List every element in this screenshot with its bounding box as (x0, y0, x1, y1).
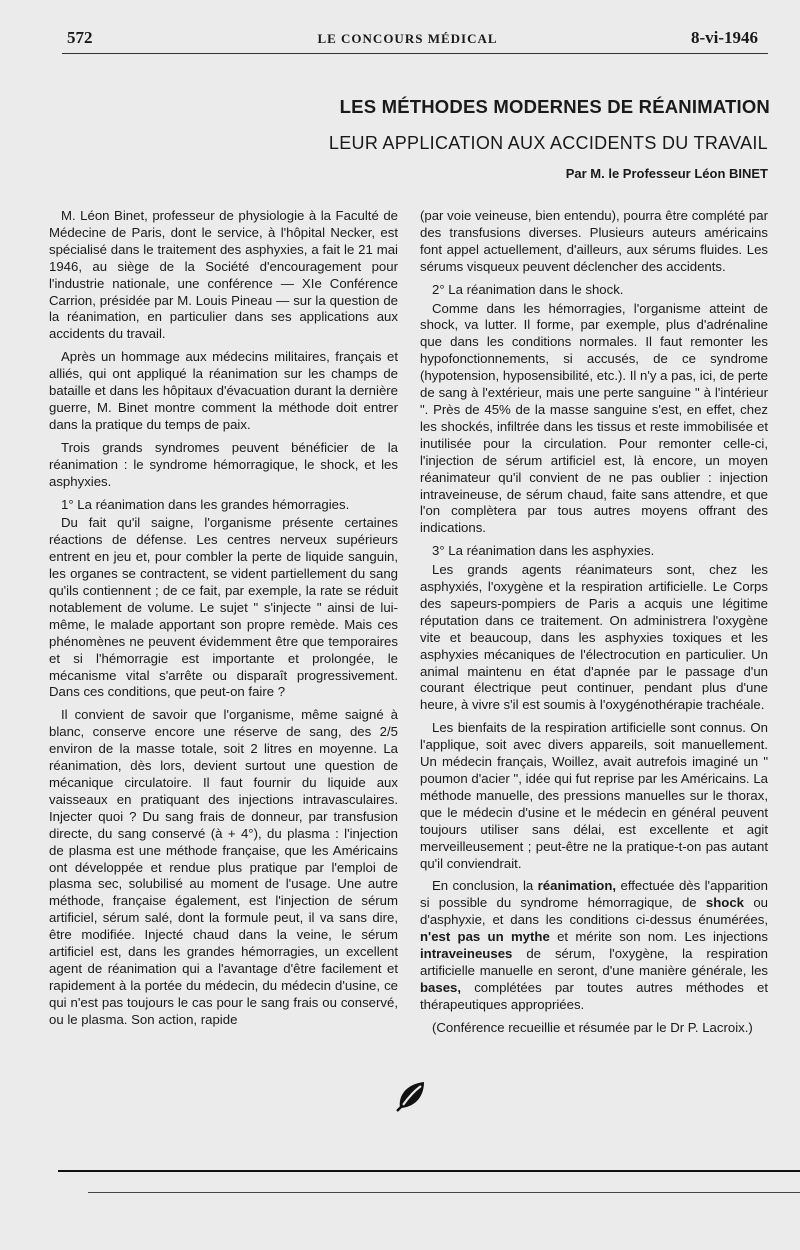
section-heading: 3° La réanimation dans les asphyxies. (432, 543, 655, 559)
footer-rule-thin (88, 1192, 800, 1193)
left-column (49, 208, 398, 1035)
footer-rule (58, 1170, 800, 1172)
paragraph: Il convient de savoir que l'organisme, même saigné à blanc, conserve encore une réserve de sang, des 2/5 environ de la masse totale, soit 2 litres en moyenne. La réanimation, dès lors, devient surtout une question de mécanique circulatoire. Il faut fournir du liquide aux vaisseaux en pratiquant des injections intravasculaires. Injecter quoi ? Du sang frais de donneur, par transfusion directe, du sang conservé (à + 4°), du plasma : l'injection de plasma est une méthode française, que les Américains ont développée et rendue plus pratique par l'emploi de plasma sec, solubilisé au moment de l'usage. Une autre méthode, française également, est l'injection de sérum artificiel, sérum salé, dont la formule peut, il va sans dire, être modifiée. Injecté chaud dans la veine, le sérum artificiel est, dans les grandes hémorragies, un excellent agent de réanimation qui a l'avantage d'être facilement et rapidement à la portée du médecin, du médecin d'usine, ce qui n'est pas toujours le cas pour le sang frais ou conservé, ou le plasma. Son action, rapide (49, 707, 398, 1027)
section-heading: 2° La réanimation dans le shock. (432, 281, 624, 297)
right-column (420, 208, 768, 1043)
emphasis: réanimation, (537, 878, 617, 894)
paragraph: M. Léon Binet, professeur de physiologie à la Faculté de Médecine de Paris, dont le service, à l'hôpital Necker, est spécialisé dans le traitement des asphyxies, a fait le 21 mai 1946, au siège de la Société d'encouragement pour l'industrie nationale, une conférence — XIe Conférence Carrion, présidée par M. Louis Pineau — sur la question de la réanimation, en particulier dans ses applications aux accidents du travail. (49, 208, 398, 342)
article-byline: Par M. le Professeur Léon BINET (565, 166, 768, 181)
section-heading: 1° La réanimation dans les grandes hémorragies. (61, 496, 350, 512)
header-rule (62, 53, 768, 54)
emphasis: n'est pas un mythe (420, 929, 550, 945)
paragraph: Du fait qu'il saigne, l'organisme présente certaines réactions de défense. Les centres nerveux supérieurs entrent en jeu et, pour combler la perte de liquide sanguin, les organes se contractent, se vident partiellement du sang qu'ils contiennent ; de ce fait, par exemple, la rate se réduit notablement de volume. Le sujet " s'injecte " ainsi de lui-même, le malade apportant son propre remède. Mais ces phénomènes ne peuvent évidemment être que temporaires et si l'hémorragie est importante et prolongée, le mécanisme vital s'arrête ou disparaît progressivement. Dans ces conditions, que peut-on faire ? (49, 515, 398, 700)
emphasis: bases, (420, 979, 462, 995)
emphasis: shock (705, 895, 745, 911)
paragraph: Comme dans les hémorragies, l'organisme atteint de shock, va lutter. Il forme, par exemple, plus d'adrénaline que dans les conditions normales. Il faut remonter les hypofonctionnements, si accusés, de ce syndrome (hypotension, hyposensibilité, etc.). Il n'y a pas, ici, de perte de sang à l'extérieur, mais une perte sanguine " à l'intérieur ". Près de 45% de la masse sanguine s'est, en effet, chez les shockés, infiltrée dans les tissus et reste immobilisée et inutilisée pour la circulation. Pour remonter celle-ci, l'injection de sérum artificiel est, là encore, un moyen réanimateur qu'il convient de ne pas oublier : injection intraveineuse, de sérum chaud, faite sans attendre, et que l'on complètera par tous autres moyens offrant des indications. (420, 300, 768, 536)
paragraph: (par voie veineuse, bien entendu), pourra être complété par des transfusions diverses. Plusieurs auteurs américains font appel actuellement, d'ailleurs, aux sérums fluides. Les sérums visqueux peuvent déclencher des accidents. (420, 208, 768, 274)
article-title: LES MÉTHODES MODERNES DE RÉANIMATION (339, 96, 770, 117)
page-number: 572 (67, 28, 93, 47)
paragraph: Après un hommage aux médecins militaires, français et alliés, qui ont appliqué la réanimation sur les champs de bataille et dans les hôpitaux d'évacuation durant la dernière guerre, M. Binet montre comment la méthode doit entrer dans la pratique du temps de paix. (49, 349, 398, 432)
running-header (55, 28, 760, 50)
leaf-ornament-icon (394, 1078, 428, 1112)
journal-name: LE CONCOURS MÉDICAL (317, 31, 498, 46)
paragraph: Les bienfaits de la respiration artificielle sont connus. On l'applique, soit avec divers appareils, soit manuellement. Un médecin français, Woillez, avait autrefois imaginé un " poumon d'acier ", idée qui fut reprise par les Américains. La méthode manuelle, des pressions manuelles sur le thorax, que le médecin d'usine et le médecin en général peuvent toujours utiliser sans délai, est excellente et agit merveilleusement ; peut-être ne la pratique-t-on pas autant qu'il conviendrait. (420, 720, 768, 871)
emphasis: intraveineuses (420, 946, 513, 962)
paragraph: Trois grands syndromes peuvent bénéficier de la réanimation : le syndrome hémorragique, le shock, et les asphyxies. (49, 439, 398, 489)
issue-date: 8-vi-1946 (690, 28, 758, 47)
paragraph: Les grands agents réanimateurs sont, chez les asphyxiés, l'oxygène et la respiration artificielle. Le Corps des sapeurs-pompiers de Paris a acquis une légitime réputation dans ce traitement. On administrera l'oxygène vite et beaucoup, dans les asphyxies toxiques et les asphyxies mécaniques de l'électrocution en particulier. Un animal maintenu en état d'apnée par le passage d'un courant électrique peut continuer, pendant plus d'une heure, à vivre s'il est soumis à l'oxygénothérapie trachéale. (420, 562, 768, 713)
article-subtitle: LEUR APPLICATION AUX ACCIDENTS DU TRAVAIL (328, 133, 768, 153)
conclusion-paragraph: En conclusion, la réanimation, effectuée dès l'apparition si possible du syndrome hémorragique, de shock ou d'asphyxie, et dans les conditions ci-dessus énumérées, n'est pas un mythe et mérite son nom. Les injections intraveineuses de sérum, l'oxygène, la respiration artificielle manuelle en seront, d'une manière générale, les bases, complétées par toutes autres méthodes et thérapeutiques appropriées. (420, 878, 768, 1012)
signature-line: (Conférence recueillie et résumée par le Dr P. Lacroix.) (432, 1019, 753, 1035)
